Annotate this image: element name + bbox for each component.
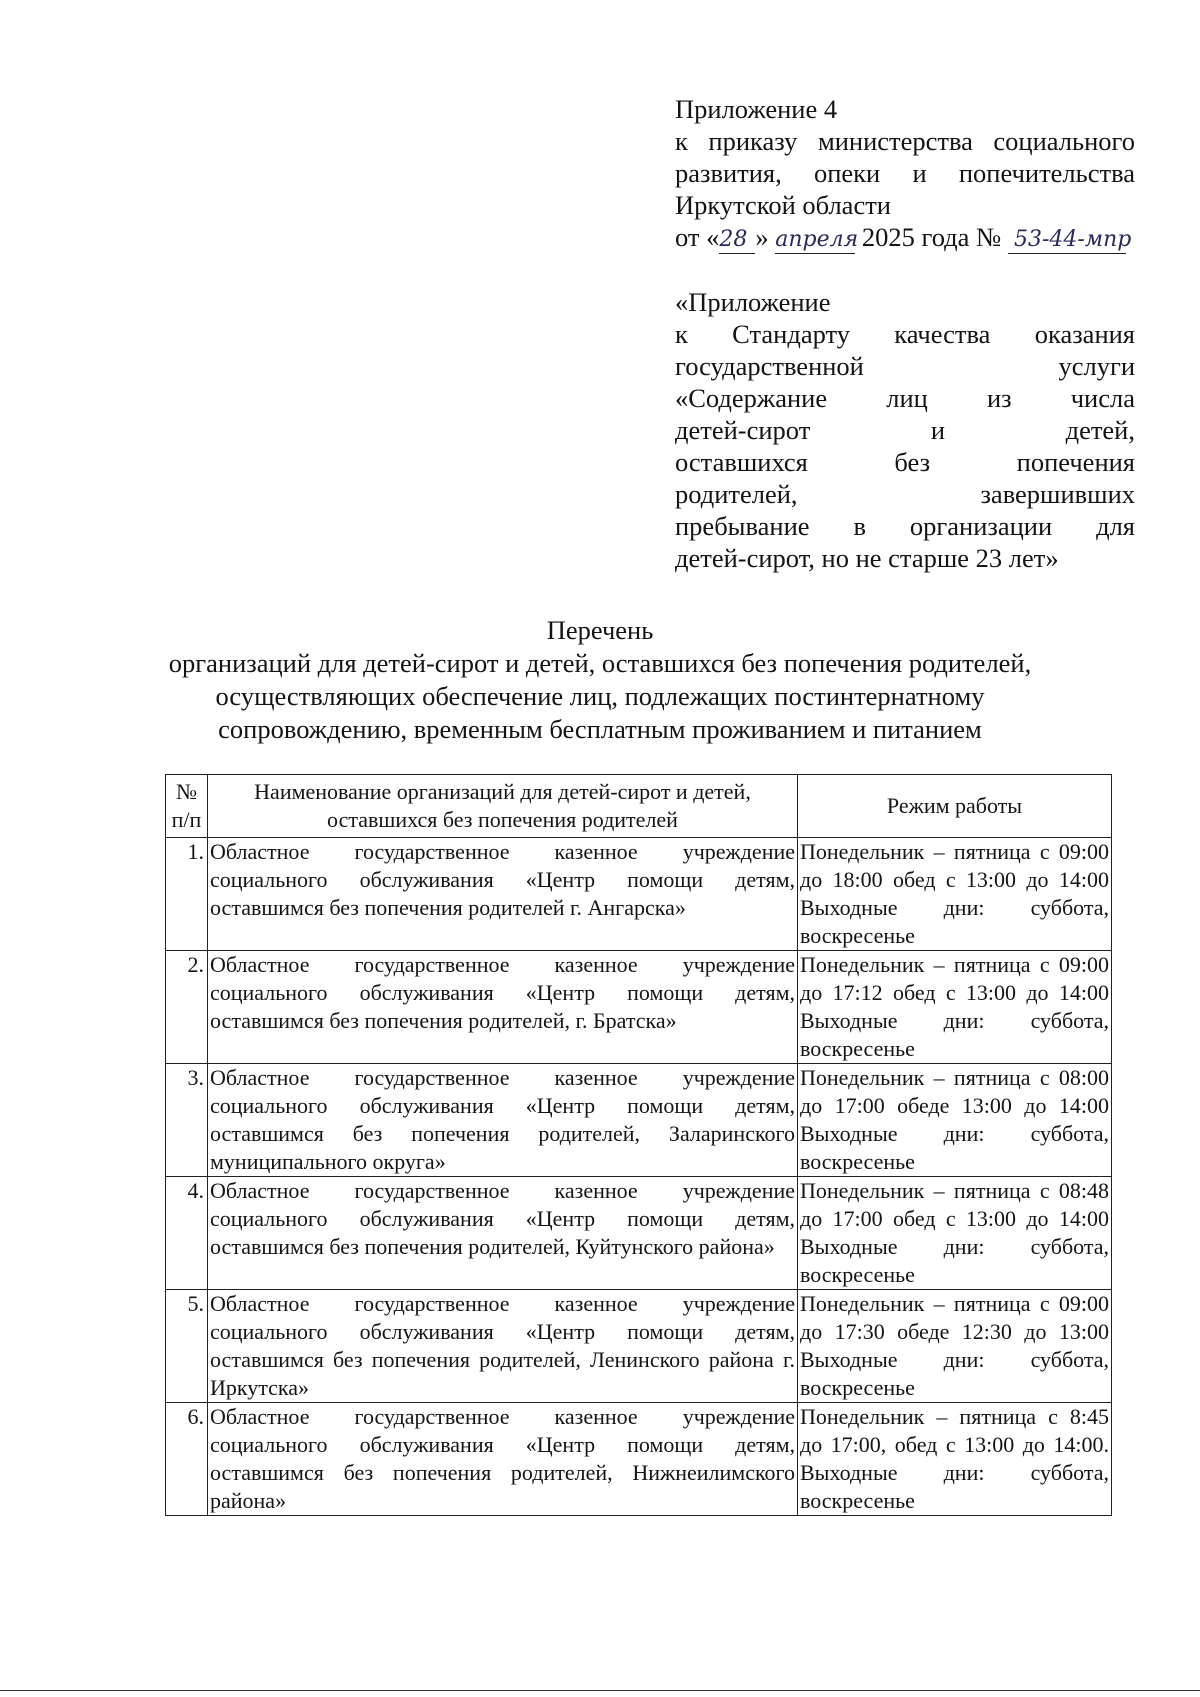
row-num: 4. — [166, 1177, 208, 1290]
appendix-order-line: к приказу министерства социального — [675, 126, 1135, 156]
row-org-name: Областное государственное казенное учреждение социального обслуживания «Центр помощи детям, оставшимся без попечения родителей, г. Братска» — [208, 951, 798, 1064]
annex-line-2: к Стандарту качества оказания — [675, 319, 1135, 349]
row-org-name: Областное государственное казенное учреждение социального обслуживания «Центр помощи детям, оставшимся без попечения родителей, Нижнеилимского района» — [208, 1403, 798, 1516]
table-header-row — [166, 775, 1112, 838]
header-hours: Режим работы — [798, 775, 1112, 838]
header-name: Наименование организаций для детей-сирот и детей, оставшихся без попечения родителей — [208, 775, 798, 838]
title-line-2: осуществляющих обеспечение лиц, подлежащих постинтернатному — [215, 681, 985, 711]
header-num: № п/п — [166, 775, 208, 838]
table-row — [166, 1177, 1112, 1290]
appendix-region-line: Иркутской области — [675, 190, 891, 220]
annex-line-5: детей-сирот и детей, — [675, 415, 1135, 445]
title-heading: Перечень — [546, 615, 654, 645]
row-num: 2. — [166, 951, 208, 1064]
table-row — [166, 1064, 1112, 1177]
row-num: 3. — [166, 1064, 208, 1177]
date-mid: » — [755, 222, 776, 252]
row-num: 1. — [166, 838, 208, 951]
row-work-hours: Понедельник – пятница с 08:48 до 17:00 обед с 13:00 до 14:00 Выходные дни: суббота, воскресенье — [798, 1177, 1112, 1290]
row-org-name: Областное государственное казенное учреждение социального обслуживания «Центр помощи детям, оставшимся без попечения родителей, Ленинского района г. Иркутска» — [208, 1290, 798, 1403]
document-title — [150, 614, 1050, 746]
page-bottom-edge — [0, 1690, 1200, 1691]
row-work-hours: Понедельник – пятница с 09:00 до 18:00 обед с 13:00 до 14:00 Выходные дни: суббота, воскресенье — [798, 838, 1112, 951]
title-line-3: сопровождению, временным бесплатным проживанием и питанием — [218, 714, 982, 744]
appendix-title: Приложение 4 — [675, 94, 838, 124]
annex-line-1: «Приложение — [675, 287, 831, 317]
row-org-name: Областное государственное казенное учреждение социального обслуживания «Центр помощи детям, оставшимся без попечения родителей г. Ангарска» — [208, 838, 798, 951]
date-month-handwritten: апреля — [775, 227, 859, 252]
date-prefix: от « — [675, 222, 720, 252]
annex-line-4: «Содержание лиц из числа — [675, 383, 1135, 413]
table-row — [166, 1403, 1112, 1516]
appendix-ministry-line: развития, опеки и попечительства — [675, 158, 1135, 188]
table-row — [166, 951, 1112, 1064]
annex-line-6: оставшихся без попечения — [675, 447, 1135, 477]
title-line-1: организаций для детей-сирот и детей, оставшихся без попечения родителей, — [168, 648, 1032, 678]
annex-line-8: пребывание в организации для — [675, 511, 1135, 541]
row-work-hours: Понедельник – пятница с 09:00 до 17:30 обеде 12:30 до 13:00 Выходные дни: суббота, воскресенье — [798, 1290, 1112, 1403]
date-day-handwritten: 28 — [719, 227, 755, 254]
row-work-hours: Понедельник – пятница с 09:00 до 17:12 обед с 13:00 до 14:00 Выходные дни: суббота, воскресенье — [798, 951, 1112, 1064]
row-org-name: Областное государственное казенное учреждение социального обслуживания «Центр помощи детям, оставшимся без попечения родителей, Заларинского муниципального округа» — [208, 1064, 798, 1177]
appendix-header — [675, 93, 1135, 574]
annex-line-7: родителей, завершивших — [675, 479, 1135, 509]
appendix-date-line — [675, 221, 1135, 254]
row-work-hours: Понедельник – пятница с 8:45 до 17:00, обед с 13:00 до 14:00. Выходные дни: суббота, воскресенье — [798, 1403, 1112, 1516]
date-year: 2025 года № — [855, 222, 1008, 252]
table-row — [166, 1290, 1112, 1403]
row-num: 5. — [166, 1290, 208, 1403]
annex-line-3: государственной услуги — [675, 351, 1135, 381]
row-num: 6. — [166, 1403, 208, 1516]
organizations-table — [165, 774, 1112, 1516]
order-number-handwritten: 53-44-мпр — [1008, 227, 1126, 254]
row-work-hours: Понедельник – пятница с 08:00 до 17:00 обеде 13:00 до 14:00 Выходные дни: суббота, воскресенье — [798, 1064, 1112, 1177]
row-org-name: Областное государственное казенное учреждение социального обслуживания «Центр помощи детям, оставшимся без попечения родителей, Куйтунского района» — [208, 1177, 798, 1290]
annex-line-9: детей-сирот, но не старше 23 лет» — [675, 543, 1059, 573]
table-row — [166, 838, 1112, 951]
